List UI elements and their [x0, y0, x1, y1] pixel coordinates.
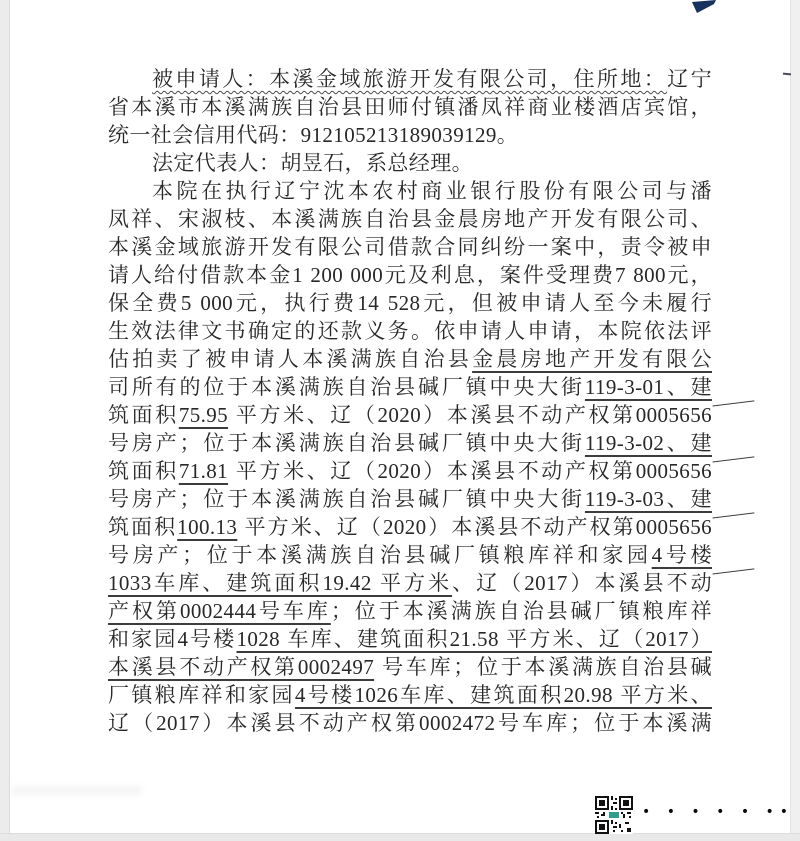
text-segment: 筑面积 — [108, 515, 178, 539]
text-line — [108, 430, 712, 458]
text-line — [108, 262, 712, 290]
text-segment: 司所有的位于本溪满族自治县碱厂镇中央大街 — [108, 375, 585, 399]
text-line — [108, 234, 712, 262]
text-segment: 平方米、辽（2020）本溪县不动产权第0005656 — [237, 515, 712, 539]
text-line — [108, 318, 712, 346]
underlined-text-segment: 75.95 — [178, 403, 229, 427]
text-segment: 生效法律文书确定的还款义务。依申请人申请，本院依法评 — [108, 319, 712, 343]
text-line — [108, 710, 712, 738]
text-line — [108, 402, 712, 430]
qr-code — [595, 796, 633, 834]
underlined-text-segment: 本溪县不动产权第0002497 — [108, 655, 375, 679]
text-segment: 、辽（2017）本溪县不动 — [452, 571, 713, 595]
text-segment: 凤祥、宋淑枝、本溪满族自治县金晨房地产开发有限公司、 — [108, 207, 712, 231]
text-line — [108, 626, 712, 654]
underlined-text-segment: 产权第0002444号车库 — [108, 599, 331, 623]
underlined-text-segment: 119-3-02、建 — [584, 431, 712, 455]
text-segment: ；位于本溪满族自治县碱厂镇粮库祥 — [330, 599, 712, 623]
text-line — [108, 66, 712, 94]
text-segment: 省本溪市本溪满族自治县田师付镇潘凤祥商业楼酒店宾馆， — [108, 95, 712, 119]
text-line — [108, 94, 712, 122]
underlined-text-segment: 1028 车库、建筑面积21.58 平方米、辽（2017） — [236, 627, 712, 651]
text-line — [108, 682, 712, 710]
scan-smudge — [12, 786, 142, 795]
scan-edge-left — [0, 0, 10, 841]
text-line — [108, 486, 712, 514]
document-text — [108, 66, 712, 738]
text-line — [108, 346, 712, 374]
text-segment: 号房产；位于本溪满族自治县碱厂镇粮库祥和家园 — [108, 543, 652, 567]
text-segment: 平方米、辽（2020）本溪县不动产权第0005656 — [228, 403, 712, 427]
text-segment: 辽宁 — [667, 67, 712, 91]
text-line — [108, 458, 712, 486]
text-segment: 本溪金域旅游开发有限公司借款合同纠纷一案中，责令被申 — [108, 235, 712, 259]
text-segment: 号房产；位于本溪满族自治县碱厂镇中央大街 — [108, 487, 585, 511]
text-segment: 本院在执行辽宁沈本农村商业银行股份有限公司与潘 — [152, 179, 712, 203]
text-segment: 和家园4号楼 — [108, 627, 237, 651]
text-line — [108, 570, 712, 598]
text-line — [108, 122, 712, 150]
scan-artifact-mark — [783, 73, 791, 76]
text-segment: 厂镇粮库祥和家园 — [108, 683, 295, 707]
underlined-text-segment: 4号楼 — [651, 543, 712, 567]
text-segment: 平方米、辽（2020）本溪县不动产权第0005656 — [228, 459, 712, 483]
underlined-text-segment: 119-3-03、建 — [584, 487, 712, 511]
text-line — [108, 542, 712, 570]
underlined-text-segment: 被申请人：本溪金域旅游开发有限公司，住所地： — [152, 67, 668, 91]
text-line — [108, 598, 712, 626]
page-corner-mark-icon — [692, 0, 718, 14]
text-segment: 请人给付借款本金1 200 000元及利息，案件受理费7 800元， — [108, 263, 712, 287]
text-segment: 统一社会信用代码：912105213189039129。 — [108, 123, 519, 147]
text-line — [108, 150, 712, 178]
underlined-text-segment: 金晨房地产开发有限公 — [472, 347, 712, 371]
text-line — [108, 178, 712, 206]
text-line — [108, 654, 712, 682]
scan-edge-bottom — [0, 833, 800, 841]
text-segment: 筑面积 — [108, 403, 179, 427]
underlined-text-segment: 119-3-01、建 — [584, 375, 712, 399]
underlined-text-segment: 1033车库、建筑面积19.42 平方米 — [108, 571, 453, 595]
text-line — [108, 290, 712, 318]
text-line — [108, 374, 712, 402]
text-line — [108, 514, 712, 542]
text-segment: 法定代表人：胡昱石，系总经理。 — [152, 151, 473, 175]
underlined-text-segment: 71.81 — [178, 459, 229, 483]
footer-dots: • • • • • •• — [642, 804, 795, 820]
text-segment: 保全费5 000元，执行费14 528元，但被申请人至今未履行 — [108, 291, 712, 315]
underlined-text-segment: 100.13 — [177, 515, 238, 539]
text-segment: 筑面积 — [108, 459, 179, 483]
text-segment: 辽（2017）本溪县不动产权第0002472号车库；位于本溪满 — [108, 711, 712, 735]
text-segment: 号车库；位于本溪满族自治县碱 — [374, 655, 713, 679]
underlined-text-segment: 4号楼1026车库、建筑面积20.98 平方米、 — [294, 683, 712, 707]
text-segment: 估拍卖了被申请人本溪满族自治县 — [108, 347, 473, 371]
text-line — [108, 206, 712, 234]
scan-edge-right — [790, 0, 800, 841]
text-segment: 号房产；位于本溪满族自治县碱厂镇中央大街 — [108, 431, 585, 455]
